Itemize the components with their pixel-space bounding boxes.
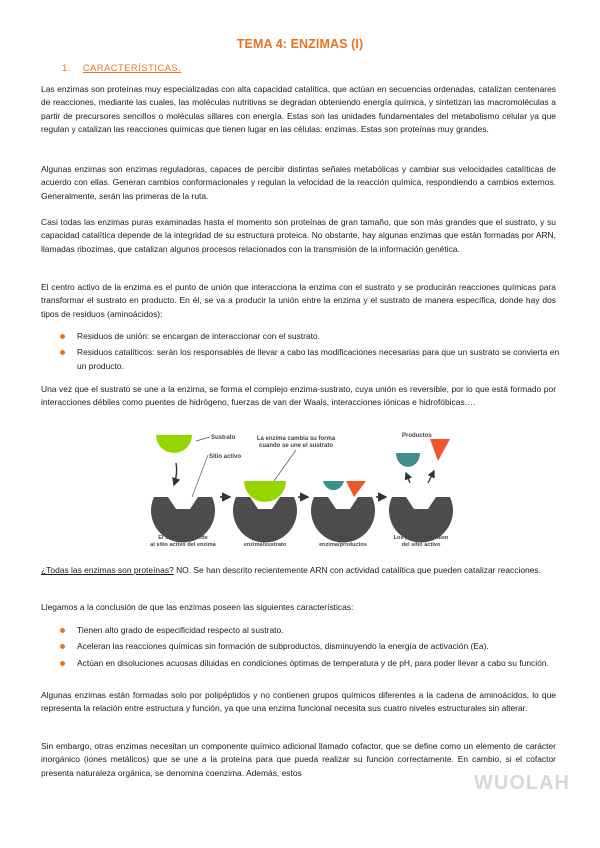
label-cambia-forma-2: cuando se une el sustrato — [258, 443, 334, 449]
paragraph-enzyme-definition: Las enzimas son proteínas muy especializadas con alta capacidad catalítica, que actúan en secuencias ordenadas, catalizan centenares de reacciones, mediante las cuales, las moléculas nutritivas se degradan obteniendo energía química, y sintetizan las macromoléculas a partir de precursores sencillos o moléculas sillares con energía. Estas son las unidades fundamentales del metabolismo celular ya que regulan y catalizan las reacciones químicas que tienen lugar en las células: enzimas. Estas son proteínas muy grandes. — [41, 84, 556, 135]
caption-step-1-line-2: al sitio activo del enzima — [150, 542, 216, 548]
residues-list — [60, 330, 560, 376]
paragraph-ribozymes: Casi todas las enzimas puras examinadas hasta el momento son proteínas de gran tamaño, que son más grandes que el sustrato, y su capacidad catalítica depende de la integridad de su estructura proteica. No obstante, hay algunas enzimas que están formadas por ARN, llamadas ribozimas, que catalizan algunos procesos relacionados con la transmisión de la información genética. — [41, 217, 556, 254]
arrow-substrate-enters — [174, 463, 177, 485]
paragraph-conclusion: Llegamos a la conclusión de que las enzimas poseen las siguientes características: — [41, 602, 354, 612]
list-item: Residuos catalíticos: serán los responsables de llevar a cabo las modificaciones necesarias para que un sustrato se convierta en un producto. — [60, 346, 560, 373]
page-title: TEMA 4: ENZIMAS (I) — [236, 37, 364, 51]
section-number: 1. — [62, 63, 71, 73]
product-orange-4 — [430, 439, 450, 461]
product-teal-3 — [323, 481, 344, 490]
caption-step-2-line-2: enzima/sustrato — [243, 542, 287, 548]
paragraph-rna-question — [41, 564, 556, 577]
paragraph-polypeptides: Algunas enzimas están formadas solo por polipéptidos y no contienen grupos químicos diferentes a la cadena de aminoácidos, lo que representa la relación entre estructura y función, ya que una enzima funcional necesita sus cuatro niveles estructurales sin alterar. — [41, 690, 556, 714]
arrow-product-exit-1 — [406, 473, 410, 483]
caption-step-1-line-1: El sustrato accede — [158, 535, 208, 541]
paragraph-enzyme-substrate-complex: Una vez que el sustrato se une a la enzima, se forma el complejo enzima-sustrato, cuya unión es reversible, por lo que está formado por interacciones débiles como puentes de hidrógeno, fuerzas de van der Waals, interacciones iónicas e hidrofóbicas…. — [41, 384, 556, 408]
caption-step-4-line-2: del sitio activo — [401, 542, 441, 548]
paragraph-regulatory-enzymes: Algunas enzimas son enzimas reguladoras, capaces de percibir distintas señales metabólicas y cambiar sus velocidades catalíticas de acuerdo con ellas. Generan cambios conformacionales y regulan la velocidad de la reacción química, respondiendo a cambios externos. Generalmente, serán las primeras de la ruta. — [41, 164, 556, 201]
paragraph-active-site: El centro activo de la enzima es el punto de unión que interacciona la enzima con el sustrato y se producirán reacciones químicas para transformar el sustrato en producto. En él, se va a producir la unión entre la enzima y el sustrato de manera específica, donde hay dos tipos de residuos (aminoácidos): — [41, 282, 556, 319]
list-item: Residuos de unión: se encargan de interaccionar con el sustrato. — [60, 330, 560, 343]
list-item: Actúan en disoluciones acuosas diluidas en condiciones óptimas de temperatura y de pH, para poder llevar a cabo su función. — [60, 657, 560, 670]
product-teal-4 — [396, 453, 420, 467]
caption-step-3-line-2: enzima/productos — [319, 542, 367, 548]
section-heading-text: CARACTERÍSTICAS. — [82, 63, 182, 73]
section-heading — [62, 63, 181, 73]
question-text: ¿Todas las enzimas son proteínas? — [41, 565, 174, 575]
enzyme-substrate-diagram — [148, 429, 460, 551]
question-answer: NO. Se han descrito recientemente ARN con actividad catalítica que pueden catalizar reacciones. — [173, 565, 541, 575]
list-item: Tienen alto grado de especificidad respecto al sustrato. — [60, 624, 560, 637]
product-orange-3 — [346, 481, 366, 497]
watermark: WUOLAH — [474, 772, 570, 794]
caption-step-3-line-1: Complejo — [330, 535, 356, 541]
list-item: Aceleran las reacciones químicas sin formación de subproductos, disminuyendo la energía de activación (Ea). — [60, 640, 560, 653]
characteristics-list — [60, 624, 560, 673]
label-sitio-activo: Sitio activo — [209, 454, 242, 460]
label-productos: Productos — [402, 433, 432, 439]
label-sustrato: Sustrato — [211, 435, 236, 441]
paragraph-cofactor: Sin embargo, otras enzimas necesitan un componente químico adicional llamado cofactor, que se define como un elemento de carácter inorgánico (iones metálicos) que se une a la proteína para que pueda realizar su función correctamente. En cambio, si el cofactor presenta naturaleza orgánica, se denomina coenzima. Además, estos — [41, 741, 556, 778]
label-cambia-forma-1: La enzima cambia su forma — [256, 436, 336, 442]
caption-step-4-line-1: Los productos salen — [393, 535, 449, 541]
caption-step-2-line-1: Complejo — [252, 535, 278, 541]
substrate-shape-1 — [156, 435, 192, 453]
arrow-product-exit-2 — [428, 471, 434, 483]
